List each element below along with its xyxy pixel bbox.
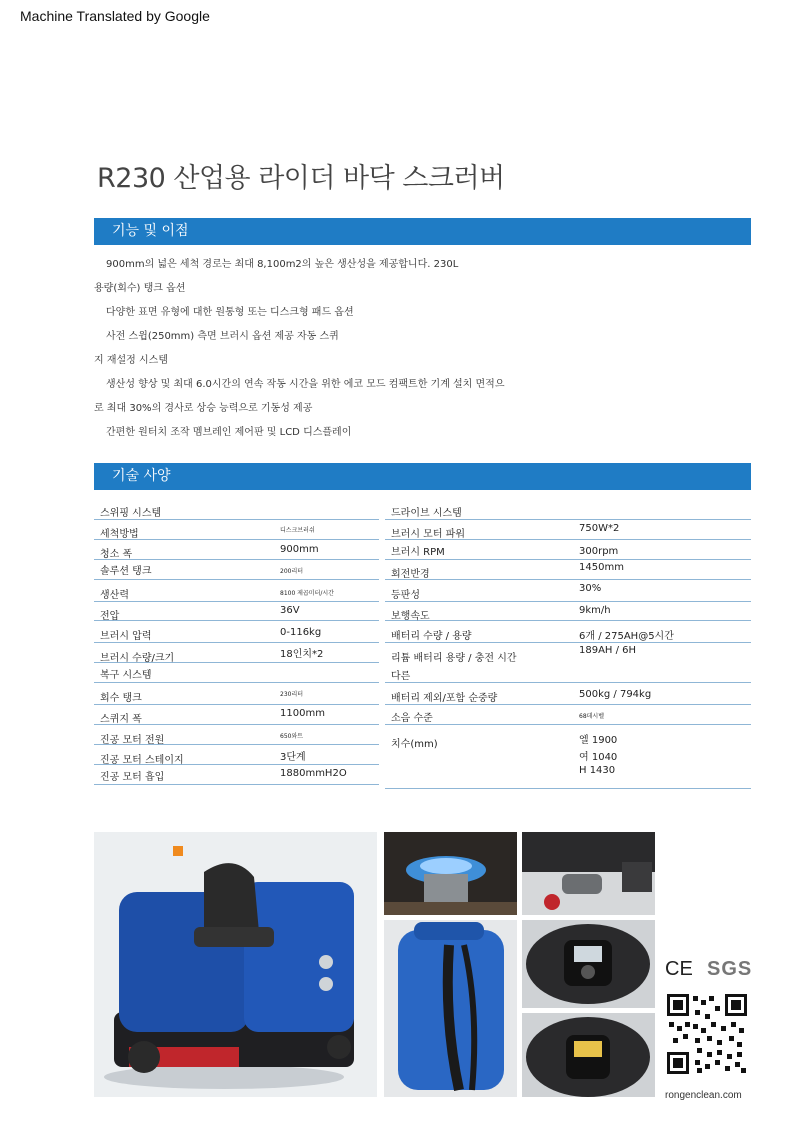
feature-line: 용량(회수) 탱크 옵션 <box>94 283 186 294</box>
feature-line: 사전 스윕(250mm) 측면 브러시 옵션 제공 자동 스퀴 <box>106 331 339 342</box>
spec-row <box>94 765 379 785</box>
machine-translated-label: Machine Translated by Google <box>20 8 210 24</box>
spec-value: H 1430 <box>579 765 616 776</box>
machine-photo <box>94 832 377 1097</box>
spec-key: 솔루션 탱크 <box>100 566 152 577</box>
ce-mark-icon: CE <box>665 958 693 980</box>
spec-row <box>94 540 379 560</box>
spec-key: 리튬 배터리 용량 / 충전 시간 <box>391 653 517 664</box>
feature-line: 로 최대 30%의 경사로 상승 능력으로 기동성 제공 <box>94 403 313 414</box>
spec-table-left <box>94 502 379 785</box>
features-heading: 기능 및 이점 <box>94 218 751 245</box>
spec-row <box>94 560 379 580</box>
spec-row <box>385 580 751 602</box>
spec-value: 500kg / 794kg <box>579 689 652 700</box>
feature-line: 간편한 원터치 조작 멤브레인 제어판 및 LCD 디스플레이 <box>106 427 352 438</box>
spec-key: 브러시 수량/크기 <box>100 653 175 664</box>
spec-key: 진공 모터 전원 <box>100 735 165 746</box>
feature-line: 지 재설정 시스템 <box>94 355 168 366</box>
spec-key: 배터리 제외/포함 순중량 <box>391 693 498 704</box>
spec-value: 650와트 <box>280 733 304 740</box>
spec-row <box>94 663 379 683</box>
spec-value: 9km/h <box>579 605 611 616</box>
spec-key: 회전반경 <box>391 569 430 580</box>
spec-value: 여 1040 <box>579 752 618 763</box>
spec-value: 3단계 <box>280 752 306 763</box>
spec-value: 디스크브러쉬 <box>280 527 315 534</box>
spec-key: 청소 폭 <box>100 549 133 560</box>
spec-value: 750W*2 <box>579 523 620 534</box>
spec-row <box>385 683 751 705</box>
spec-value: 0-116kg <box>280 627 322 638</box>
spec-value: 8100 제곱미터/시간 <box>280 590 334 597</box>
spec-value: 36V <box>280 605 300 616</box>
spec-row <box>94 745 379 765</box>
spec-key: 스위핑 시스템 <box>100 508 162 519</box>
recovery-tank-photo <box>384 920 517 1097</box>
spec-key: 보행속도 <box>391 611 430 622</box>
spec-row <box>385 520 751 540</box>
spec-value: 200리터 <box>280 568 304 575</box>
spec-value: 1880mmH2O <box>280 768 347 779</box>
spec-row <box>94 520 379 540</box>
spec-row <box>385 725 751 789</box>
spec-value: 6개 / 275AH@5시간 <box>579 631 674 642</box>
spec-row <box>385 621 751 643</box>
spec-key: 진공 모터 흡입 <box>100 772 165 783</box>
spec-key: 진공 모터 스테이지 <box>100 755 184 766</box>
spec-key: 드라이브 시스템 <box>391 508 462 519</box>
spec-value: 900mm <box>280 544 319 555</box>
spec-row <box>94 725 379 745</box>
brush-deck-photo <box>384 832 517 915</box>
spec-value: 30% <box>579 583 602 594</box>
specs-heading: 기술 사양 <box>94 463 751 490</box>
sgs-mark-icon: SGS <box>707 958 753 980</box>
spec-key: 복구 시스템 <box>100 670 152 681</box>
control-panel-photo <box>522 920 655 1008</box>
spec-row <box>385 502 751 520</box>
feature-line: 다양한 표면 유형에 대한 원통형 또는 디스크형 패드 옵션 <box>106 307 354 318</box>
spec-row <box>385 705 751 725</box>
spec-key: 스퀴지 폭 <box>100 714 142 725</box>
spec-value: 189AH / 6H <box>579 645 637 656</box>
spec-row <box>94 580 379 602</box>
spec-value: 230리터 <box>280 691 304 698</box>
website-url: rongenclean.com <box>665 1090 742 1101</box>
spec-row <box>385 643 751 683</box>
spec-row <box>94 705 379 725</box>
spec-value: 68데시벨 <box>579 713 605 720</box>
spec-row <box>94 502 379 520</box>
page-title: R230 산업용 라이더 바닥 스크러버 <box>97 163 505 194</box>
spec-table-right <box>385 502 751 789</box>
spec-value: 18인치*2 <box>280 649 324 660</box>
spec-key: 회수 탱크 <box>100 693 142 704</box>
spec-key: 생산력 <box>100 590 129 601</box>
squeegee-photo <box>522 832 655 915</box>
spec-row <box>94 602 379 621</box>
spec-value: 엘 1900 <box>579 735 618 746</box>
spec-row <box>385 540 751 560</box>
spec-key: 브러시 압력 <box>100 631 152 642</box>
spec-key: 브러시 RPM <box>391 547 445 558</box>
spec-value: 1450mm <box>579 562 624 573</box>
steering-wheel-photo <box>522 1013 655 1097</box>
spec-key: 치수(mm) <box>391 739 438 750</box>
spec-row <box>385 560 751 580</box>
feature-line: 생산성 향상 및 최대 6.0시간의 연속 작동 시간을 위한 에코 모드 컴팩트한 기계 설치 면적으 <box>106 379 505 390</box>
spec-key: 다른 <box>391 671 411 682</box>
feature-line: 900mm의 넓은 세척 경로는 최대 8,100m2의 높은 생산성을 제공합니다. 230L <box>106 259 459 270</box>
spec-row <box>94 643 379 663</box>
spec-row <box>94 683 379 705</box>
spec-key: 전압 <box>100 611 120 622</box>
spec-row <box>94 621 379 643</box>
spec-key: 배터리 수량 / 용량 <box>391 631 472 642</box>
spec-value: 300rpm <box>579 546 619 557</box>
spec-key: 등판성 <box>391 590 420 601</box>
features-list <box>94 256 754 448</box>
qr-code-icon <box>667 994 747 1074</box>
spec-key: 브러시 모터 파워 <box>391 529 465 540</box>
spec-key: 세척방법 <box>100 529 139 540</box>
spec-key: 소음 수준 <box>391 713 433 724</box>
spec-row <box>385 602 751 621</box>
spec-value: 1100mm <box>280 708 325 719</box>
